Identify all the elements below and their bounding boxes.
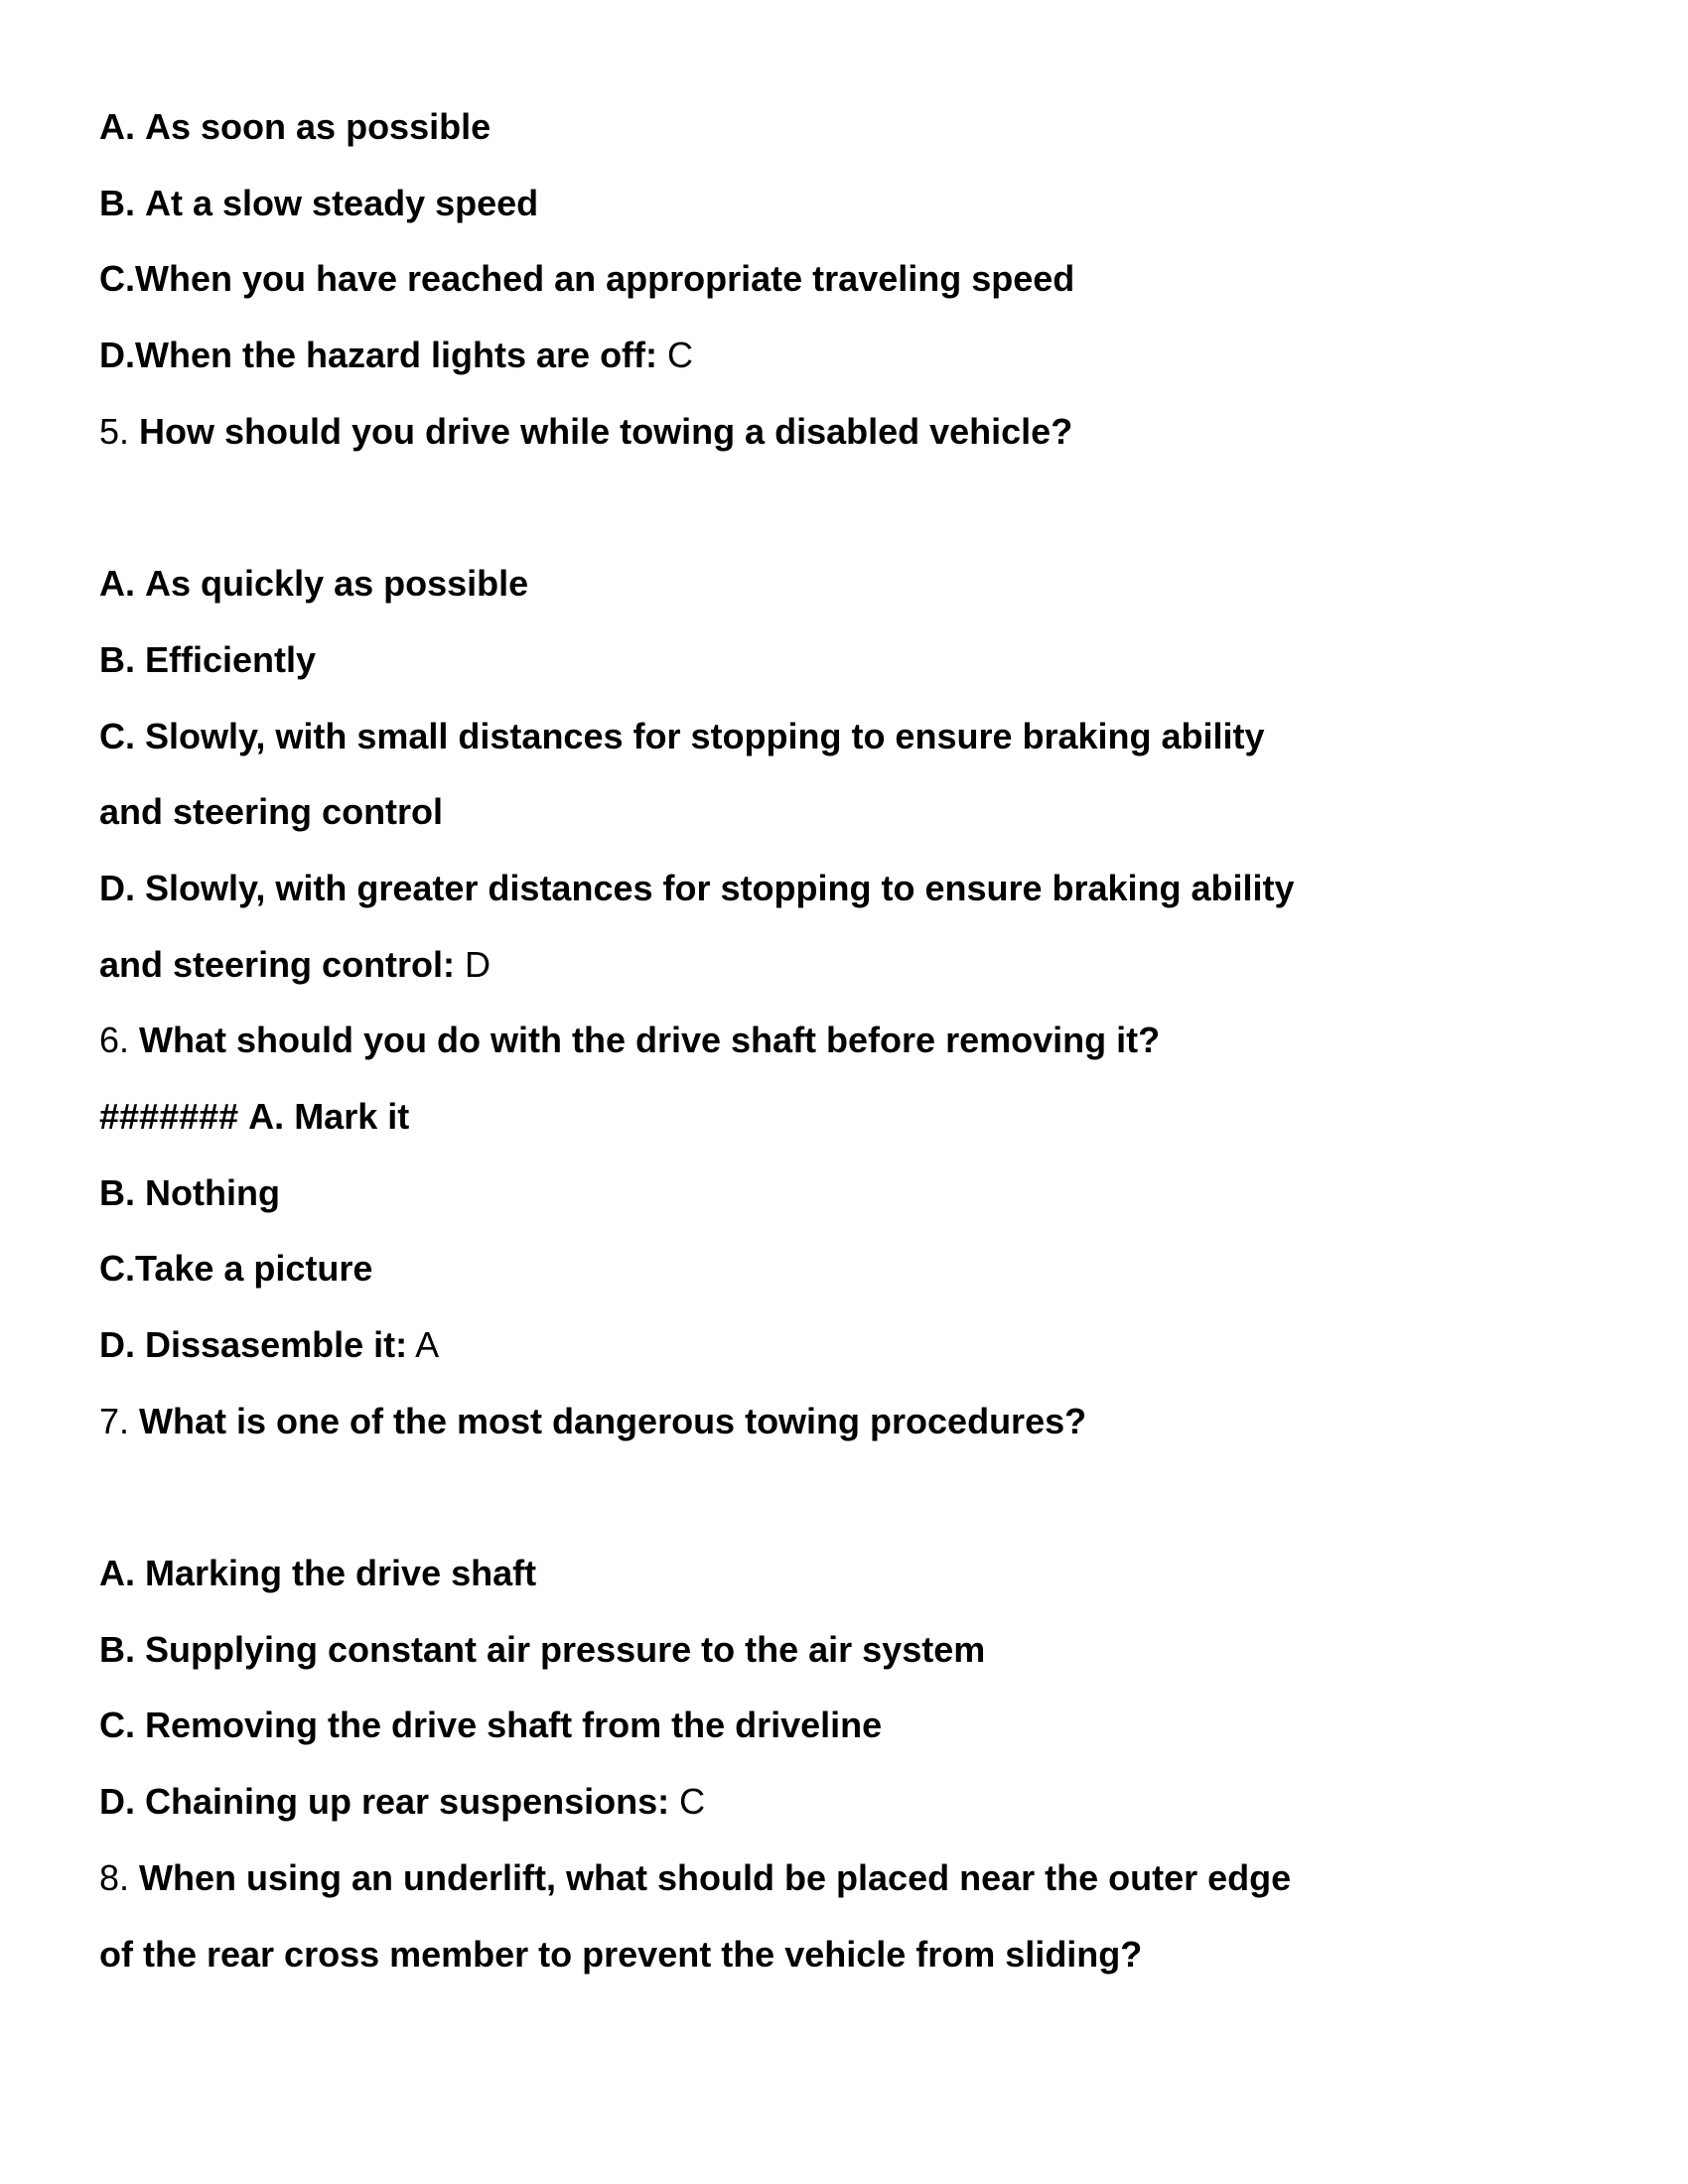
question-text: When using an underlift, what should be placed near the outer edge [139, 1856, 1292, 1898]
option-6a [99, 1079, 1648, 1156]
question-8 [99, 1841, 1648, 1917]
option-letter: A. [99, 106, 135, 147]
option-letter: C. [99, 1248, 135, 1290]
option-7c [99, 1688, 1648, 1764]
option-5c-continuation [99, 774, 1648, 851]
option-text: Supplying constant air pressure to the air system [145, 1628, 986, 1670]
option-letter: C. [99, 258, 135, 300]
option-text: When the hazard lights are off: [135, 335, 658, 376]
option-7a [99, 1536, 1648, 1612]
answer-key: D [465, 943, 492, 985]
question-number: 5. [99, 410, 130, 452]
option-letter: C. [99, 1705, 135, 1746]
option-text: Marking the drive shaft [145, 1553, 537, 1594]
option-4c [99, 241, 1648, 318]
option-text: Slowly, with small distances for stopping to ensure braking ability [145, 715, 1265, 756]
option-text: When you have reached an appropriate traveling speed [135, 258, 1075, 300]
option-4d [99, 318, 1648, 394]
option-letter: D. [99, 1324, 135, 1365]
option-5b [99, 622, 1648, 699]
document-page [99, 89, 1648, 1992]
option-letter: B. [99, 1628, 135, 1670]
option-4b [99, 166, 1648, 242]
option-5d-continuation [99, 927, 1648, 1004]
blank-line [99, 470, 1648, 546]
option-6b [99, 1156, 1648, 1232]
option-text: Take a picture [135, 1248, 373, 1290]
answer-key: A [415, 1324, 440, 1365]
option-text-continuation: and steering control [99, 791, 444, 833]
option-6d [99, 1307, 1648, 1384]
option-5d [99, 851, 1648, 927]
option-text-continuation: and steering control: [99, 943, 456, 985]
answer-key: C [679, 1781, 706, 1823]
option-7b [99, 1612, 1648, 1689]
option-4a [99, 89, 1648, 166]
option-letter: D. [99, 335, 135, 376]
question-number: 8. [99, 1856, 130, 1898]
option-text: Mark it [294, 1095, 410, 1137]
option-6c [99, 1231, 1648, 1307]
option-letter: A. [99, 563, 135, 605]
option-5a [99, 546, 1648, 622]
question-7 [99, 1384, 1648, 1460]
question-text: How should you drive while towing a disabled vehicle? [139, 410, 1073, 452]
option-text: Slowly, with greater distances for stopping to ensure braking ability [145, 867, 1295, 908]
question-text: What is one of the most dangerous towing procedures? [139, 1400, 1087, 1441]
option-text: Dissasemble it: [145, 1324, 408, 1365]
option-letter: A. [99, 1553, 135, 1594]
option-text: As soon as possible [145, 106, 492, 147]
option-7d [99, 1764, 1648, 1841]
answer-key: C [667, 335, 694, 376]
question-5 [99, 394, 1648, 471]
option-letter: D. [99, 867, 135, 908]
option-letter: B. [99, 182, 135, 223]
question-6 [99, 1003, 1648, 1079]
option-text: At a slow steady speed [145, 182, 539, 223]
question-number: 6. [99, 1020, 130, 1061]
option-letter: C. [99, 715, 135, 756]
option-text: Removing the drive shaft from the driveline [145, 1705, 883, 1746]
question-8-continuation [99, 1917, 1648, 1993]
option-text: As quickly as possible [145, 563, 529, 605]
blank-line [99, 1459, 1648, 1536]
option-5c [99, 699, 1648, 775]
option-text: Efficiently [145, 638, 317, 680]
question-number: 7. [99, 1400, 130, 1441]
option-letter: B. [99, 638, 135, 680]
option-text: Nothing [145, 1171, 280, 1213]
option-letter: B. [99, 1171, 135, 1213]
question-text: What should you do with the drive shaft before removing it? [139, 1020, 1161, 1061]
question-text-continuation: of the rear cross member to prevent the vehicle from sliding? [99, 1933, 1143, 1975]
option-letter: D. [99, 1781, 135, 1823]
option-text: Chaining up rear suspensions: [145, 1781, 670, 1823]
option-letter: A. [248, 1095, 285, 1137]
hash-prefix: ####### [99, 1095, 239, 1137]
